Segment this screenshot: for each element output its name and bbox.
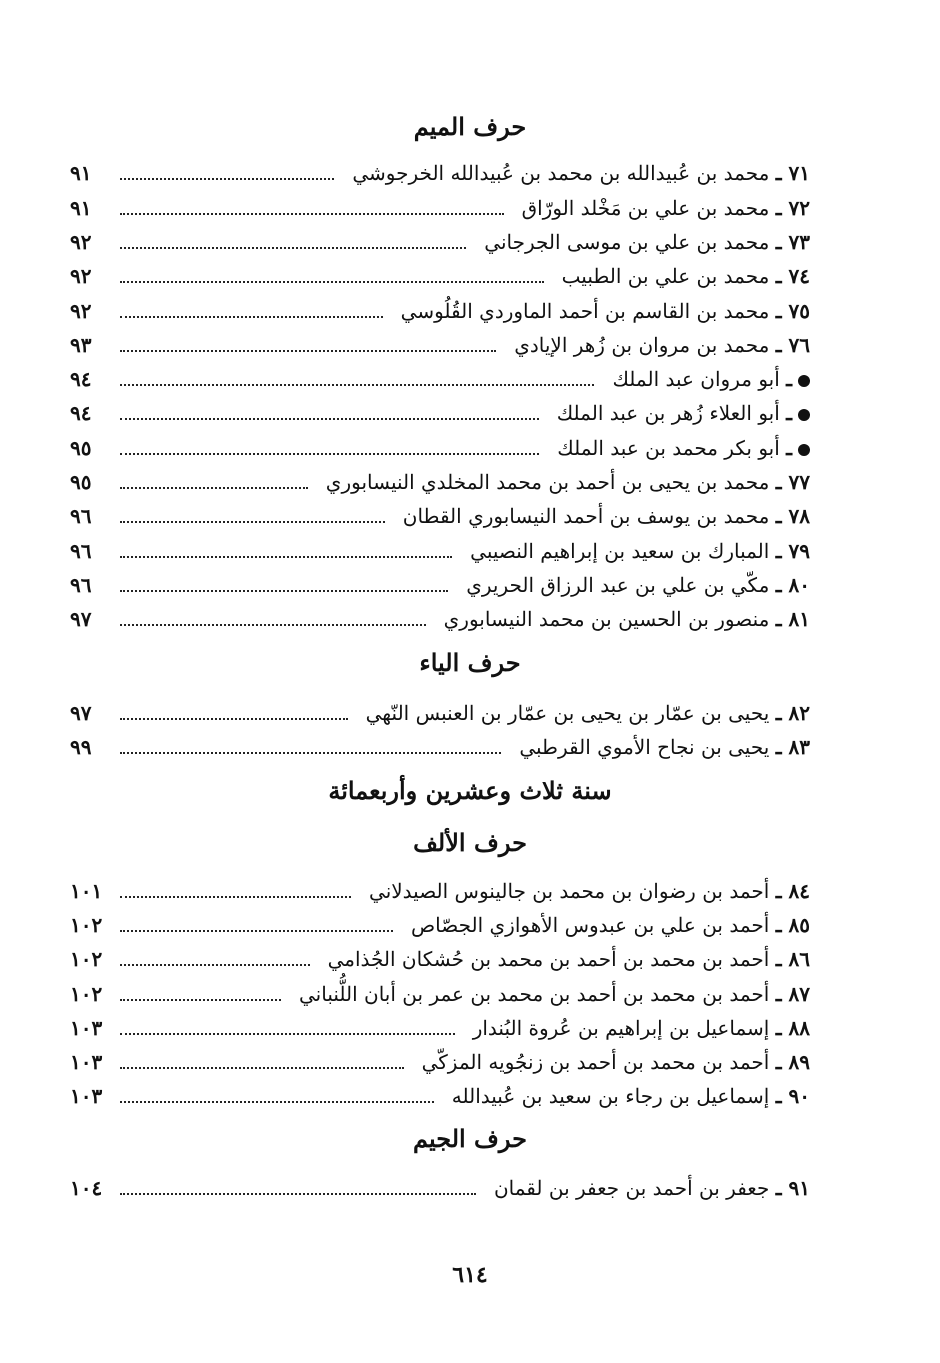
toc-entry: [70, 942, 810, 976]
entry-page: ٩٢: [70, 264, 92, 288]
toc-entry: [70, 730, 810, 764]
entry-page: ١٠٢: [70, 913, 103, 937]
dot-leader: [120, 453, 539, 455]
entry-title: إسماعيل بن إبراهيم بن عُروة البُندار: [472, 1016, 770, 1040]
toc-entry: [70, 534, 810, 568]
entry-title: محمد بن مروان بن زُهر الإيادي: [514, 333, 770, 357]
section-heading-jeem: حرف الجيم: [413, 1124, 527, 1153]
toc-entry: [70, 328, 810, 362]
dot-leader: [120, 1067, 404, 1069]
entry-page: ٩٢: [70, 230, 92, 254]
toc-entry: [70, 1079, 810, 1113]
dot-leader: [120, 178, 334, 180]
entry-number: ٨٣ ـ: [775, 735, 810, 759]
entry-page: ١٠٢: [70, 982, 103, 1006]
dot-leader: [120, 350, 496, 352]
bullet-icon: [798, 444, 810, 456]
entry-title: أحمد بن علي بن عبدوس الأهوازي الجصّاص: [410, 913, 770, 937]
entry-title: مكّي بن علي بن عبد الرزاق الحريري: [466, 573, 770, 597]
entry-page: ١٠٣: [70, 1016, 103, 1040]
entry-number: ٧٥ ـ: [775, 299, 810, 323]
entry-title: جعفر بن أحمد بن جعفر بن لقمان: [493, 1176, 770, 1200]
dot-leader: [120, 1101, 434, 1103]
dot-leader: [120, 384, 594, 386]
dot-leader: [120, 752, 501, 754]
section-heading-yaa: حرف الياء: [419, 648, 521, 677]
entry-page: ٩٤: [70, 367, 92, 391]
entry-title: أحمد بن محمد بن أحمد بن محمد بن حُشكان الجُذامي: [327, 947, 770, 971]
entry-page: ٩٦: [70, 573, 92, 597]
page-number: ٦١٤: [452, 1262, 488, 1288]
entry-number: ٧٩ ـ: [775, 539, 810, 563]
entry-page: ١٠١: [70, 879, 103, 903]
bullet-icon: [798, 409, 810, 421]
entry-title: يحيى بن نجاح الأموي القرطبي: [519, 735, 770, 759]
dot-leader: [120, 418, 539, 420]
entry-number: ٧٨ ـ: [775, 504, 810, 528]
dot-leader: [120, 247, 466, 249]
entry-number: ٨٢ ـ: [775, 701, 810, 725]
toc-entry: [70, 1171, 810, 1205]
entry-title: أبو مروان عبد الملك: [612, 367, 780, 391]
entry-page: ٩٥: [70, 470, 92, 494]
section-heading-meem: حرف الميم: [413, 112, 527, 141]
entry-number: ٨٥ ـ: [775, 913, 810, 937]
entry-page: ٩٩: [70, 735, 92, 759]
toc-entry: [70, 568, 810, 602]
dot-leader: [120, 999, 281, 1001]
entry-page: ١٠٣: [70, 1050, 103, 1074]
toc-entry: [70, 465, 810, 499]
toc-entry: [70, 977, 810, 1011]
toc-entry: [70, 191, 810, 225]
entry-page: ١٠٣: [70, 1084, 103, 1108]
entry-title: محمد بن علي بن مَخْلد الورّاق: [521, 196, 770, 220]
entry-number: ٨٨ ـ: [775, 1016, 810, 1040]
entry-number: ٨٦ ـ: [775, 947, 810, 971]
entry-page: ٩٣: [70, 333, 92, 357]
toc-entry: [70, 696, 810, 730]
toc-entry: [70, 396, 810, 430]
toc-entry: [70, 602, 810, 636]
entry-title: أحمد بن رضوان بن محمد بن جالينوس الصيدلاني: [369, 879, 770, 903]
toc-entry: [70, 362, 810, 396]
entry-number: ٩١ ـ: [775, 1176, 810, 1200]
entry-page: ٩٧: [70, 701, 92, 725]
entry-page: ٩٤: [70, 401, 92, 425]
entry-number: ٨٩ ـ: [775, 1050, 810, 1074]
entry-title: محمد بن علي بن موسى الجرجاني: [484, 230, 770, 254]
entry-number: ٧٤ ـ: [775, 264, 810, 288]
entry-title: محمد بن القاسم بن أحمد الماوردي القُلُوسي: [400, 299, 770, 323]
toc-entry: [70, 156, 810, 190]
entry-number: ٩٠ ـ: [775, 1084, 810, 1108]
entry-title: يحيى بن عمّار بن يحيى بن عمّار بن العنبس النّهي: [365, 701, 770, 725]
entry-number: ـ: [786, 436, 792, 460]
dot-leader: [120, 718, 348, 720]
entry-number: ٧٦ ـ: [775, 333, 810, 357]
dot-leader: [120, 487, 308, 489]
entry-number: ٧٢ ـ: [775, 196, 810, 220]
year-heading: سنة ثلاث وعشرين وأربعمائة: [328, 776, 612, 805]
toc-entry: [70, 431, 810, 465]
entry-page: ٩١: [70, 161, 92, 185]
entry-title: منصور بن الحسين بن محمد النيسابوري: [443, 607, 770, 631]
entry-page: ٩٥: [70, 436, 92, 460]
entry-page: ٩١: [70, 196, 92, 220]
entry-page: ٩٦: [70, 504, 92, 528]
dot-leader: [120, 521, 385, 523]
toc-entry: [70, 259, 810, 293]
entry-page: ١٠٤: [70, 1176, 103, 1200]
toc-entry: [70, 499, 810, 533]
entry-title: محمد بن عُبيدالله بن محمد بن عُبيدالله الخرجوشي: [352, 161, 770, 185]
entry-number: ٨١ ـ: [775, 607, 810, 631]
dot-leader: [120, 964, 310, 966]
entry-title: أحمد بن محمد بن أحمد بن زنجُويه المزكّي: [421, 1050, 770, 1074]
entry-title: محمد بن يوسف بن أحمد النيسابوري القطان: [402, 504, 770, 528]
entry-title: أبو بكر محمد بن عبد الملك: [557, 436, 780, 460]
entry-number: ٧١ ـ: [775, 161, 810, 185]
dot-leader: [120, 896, 351, 898]
entry-number: ٧٧ ـ: [775, 470, 810, 494]
entry-page: ٩٢: [70, 299, 92, 323]
entry-number: ـ: [786, 367, 792, 391]
dot-leader: [120, 281, 544, 283]
dot-leader: [120, 590, 448, 592]
dot-leader: [120, 1193, 476, 1195]
toc-entry: [70, 294, 810, 328]
entry-title: أحمد بن محمد بن أحمد بن محمد بن عمر بن أبان اللُّنباني: [299, 982, 770, 1006]
entry-page: ٩٧: [70, 607, 92, 631]
dot-leader: [120, 556, 452, 558]
entry-title: المبارك بن سعيد بن إبراهيم النصيبي: [470, 539, 770, 563]
entry-title: أبو العلاء زُهر بن عبد الملك: [556, 401, 780, 425]
entry-title: محمد بن علي بن الطبيب: [561, 264, 770, 288]
dot-leader: [120, 316, 383, 318]
dot-leader: [120, 213, 504, 215]
toc-entry: [70, 1045, 810, 1079]
entry-title: محمد بن يحيى بن أحمد بن محمد المخلدي النيسابوري: [325, 470, 770, 494]
entry-number: ٧٣ ـ: [775, 230, 810, 254]
entry-number: ٨٠ ـ: [775, 573, 810, 597]
dot-leader: [120, 930, 393, 932]
entry-number: ٨٧ ـ: [775, 982, 810, 1006]
entry-number: ـ: [786, 401, 792, 425]
entry-number: ٨٤ ـ: [775, 879, 810, 903]
entry-title: إسماعيل بن رجاء بن سعيد بن عُبيدالله: [451, 1084, 770, 1108]
toc-entry: [70, 908, 810, 942]
section-heading-alif: حرف الألف: [413, 828, 527, 857]
toc-entry: [70, 1011, 810, 1045]
toc-entry: [70, 225, 810, 259]
toc-entry: [70, 874, 810, 908]
entry-page: ٩٦: [70, 539, 92, 563]
entry-page: ١٠٢: [70, 947, 103, 971]
bullet-icon: [798, 375, 810, 387]
dot-leader: [120, 624, 426, 626]
dot-leader: [120, 1033, 455, 1035]
